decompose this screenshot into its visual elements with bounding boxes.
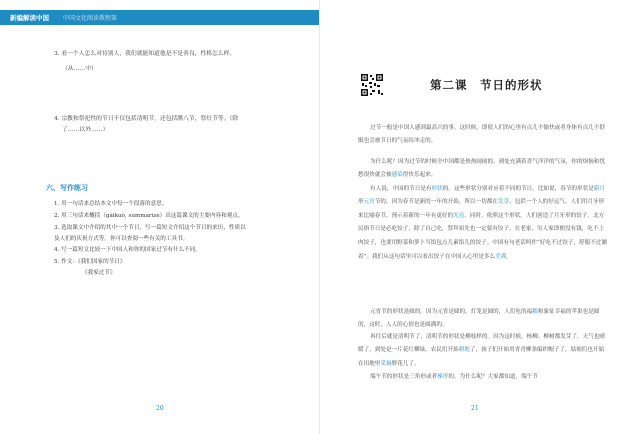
vocab-highlight: 发芽 xyxy=(497,199,510,206)
writing-item: 《我家过节》 xyxy=(82,270,116,276)
vocab-highlight: 光亮 xyxy=(453,212,465,219)
paragraph: 端午节的形状是三角形或者梯形的。为什么呢？大家都知道，端午节 xyxy=(370,373,538,380)
writing-item: 4. 写一篇短文比较一下中国人和你的国家过节有什么不同。 xyxy=(54,247,201,253)
vocab-highlight: 采摘 xyxy=(380,360,392,367)
writing-item: 及人们的庆祝方式等。你可以查阅一些有关的工具书。 xyxy=(54,236,189,242)
vocab-highlight: 新月 xyxy=(593,185,605,192)
exercise-q4-hint: 了……以外……） xyxy=(62,127,109,133)
paragraph: 元宵节的形状是圆的。因为元宵是圆的，灯笼是圆的，人们吃的福糯和象征幸福的苹果也是圆的，这时，人人的心情也是圆满的。 xyxy=(358,308,600,329)
lesson-title: 第二课 节日的形状 xyxy=(430,78,543,92)
section-title: 六、写作练习 xyxy=(46,184,88,192)
paragraph: 再往后就是清明节了，清明节的形状是柳枝样的。因为这时候，杨柳、柳树都发芽了，天气也晴暖了，到处是一片花红柳绿。农民们开始耕地了，孩子们开始用青青柳条编织帽子了，姑娘们也开始在田地里采摘野花儿了。 xyxy=(358,333,605,367)
book-subtitle: 中国文化阅读教程第 xyxy=(63,15,118,22)
paragraph: 过节一般是中国人感到最高兴的事。这时候，即使人们的心里有点儿不愉快或者身体有点儿不舒服也会被节日的气氛给冲走的。 xyxy=(358,124,605,145)
paragraph: 有人说，中国的节日是有形状的。这些形状分别对应着不同的节日。比如说，春节的形状是新月形元宵节的，因为春节是新的一年的开始，所以一切都在发芽，包括一个人的好运气。人们用月牙形来比喻春节，预示着新的一年有更好的光亮。同时，依照这个形状，人们创造了月牙形的饺子。北方民俗节日是必吃饺子，除了自己吃，祭拜祖先也一定要有饺子。在老家，穷人家即便没有钱，吃不上肉饺子，也要用野菜和萝卜当馅包点儿素馅儿的饺子。中国有句老话叫作“好吃不过饺子，舒服不过躺着”。我们从这句话里可以看出饺子在中国人心里是多么美满。 xyxy=(358,185,607,260)
series-title: 新编解读中国 xyxy=(10,14,49,22)
vocab-highlight: 元宵 xyxy=(363,199,375,206)
vocab-highlight: 耕地 xyxy=(458,347,470,354)
vocab-highlight: 梯形 xyxy=(437,373,449,380)
writing-item: 3. 选取课文中介绍的其中一个节日，写一篇短文介绍这个节日的来历，性质以 xyxy=(54,225,246,231)
page-number: 21 xyxy=(471,405,479,412)
paragraph: 为什么呢？因为过节的时候全中国都是热热闹闹的，到处充满着喜气洋洋的气氛，你的烦恼和忧愁很快就会被感染得快乐起来。 xyxy=(358,158,605,179)
vocab-highlight: 美满 xyxy=(495,253,507,260)
writing-item: 1. 用一句话来总结本文中每一个段落的意思。 xyxy=(54,201,168,207)
writing-item: 5. 作文：《我们国家的节日》 xyxy=(54,259,126,265)
writing-item: 2. 用三句话来概括（gàikuò, summarize）出这篇课文的主要内容和观点。 xyxy=(54,213,244,219)
page-number: 20 xyxy=(156,405,164,412)
vocab-highlight: 形状 xyxy=(431,185,443,192)
header-tab xyxy=(302,10,320,25)
qr-code-icon[interactable] xyxy=(360,73,384,97)
exercise-q3: 3. 看一个人怎么对待别人，我们就能知道他是不是善良，性格怎么样。 xyxy=(54,51,236,57)
right-page xyxy=(320,0,640,434)
exercise-q3-hint: （从……中） xyxy=(62,66,97,72)
page-header xyxy=(0,10,302,25)
exercise-q4: 4. 宗教和祭祀性的节日不仅包括清明节，还包括腊八节，祭灶节等。（除 xyxy=(54,116,239,122)
vocab-highlight: 感染 xyxy=(391,172,403,179)
vocab-highlight: 糯 xyxy=(532,308,538,315)
